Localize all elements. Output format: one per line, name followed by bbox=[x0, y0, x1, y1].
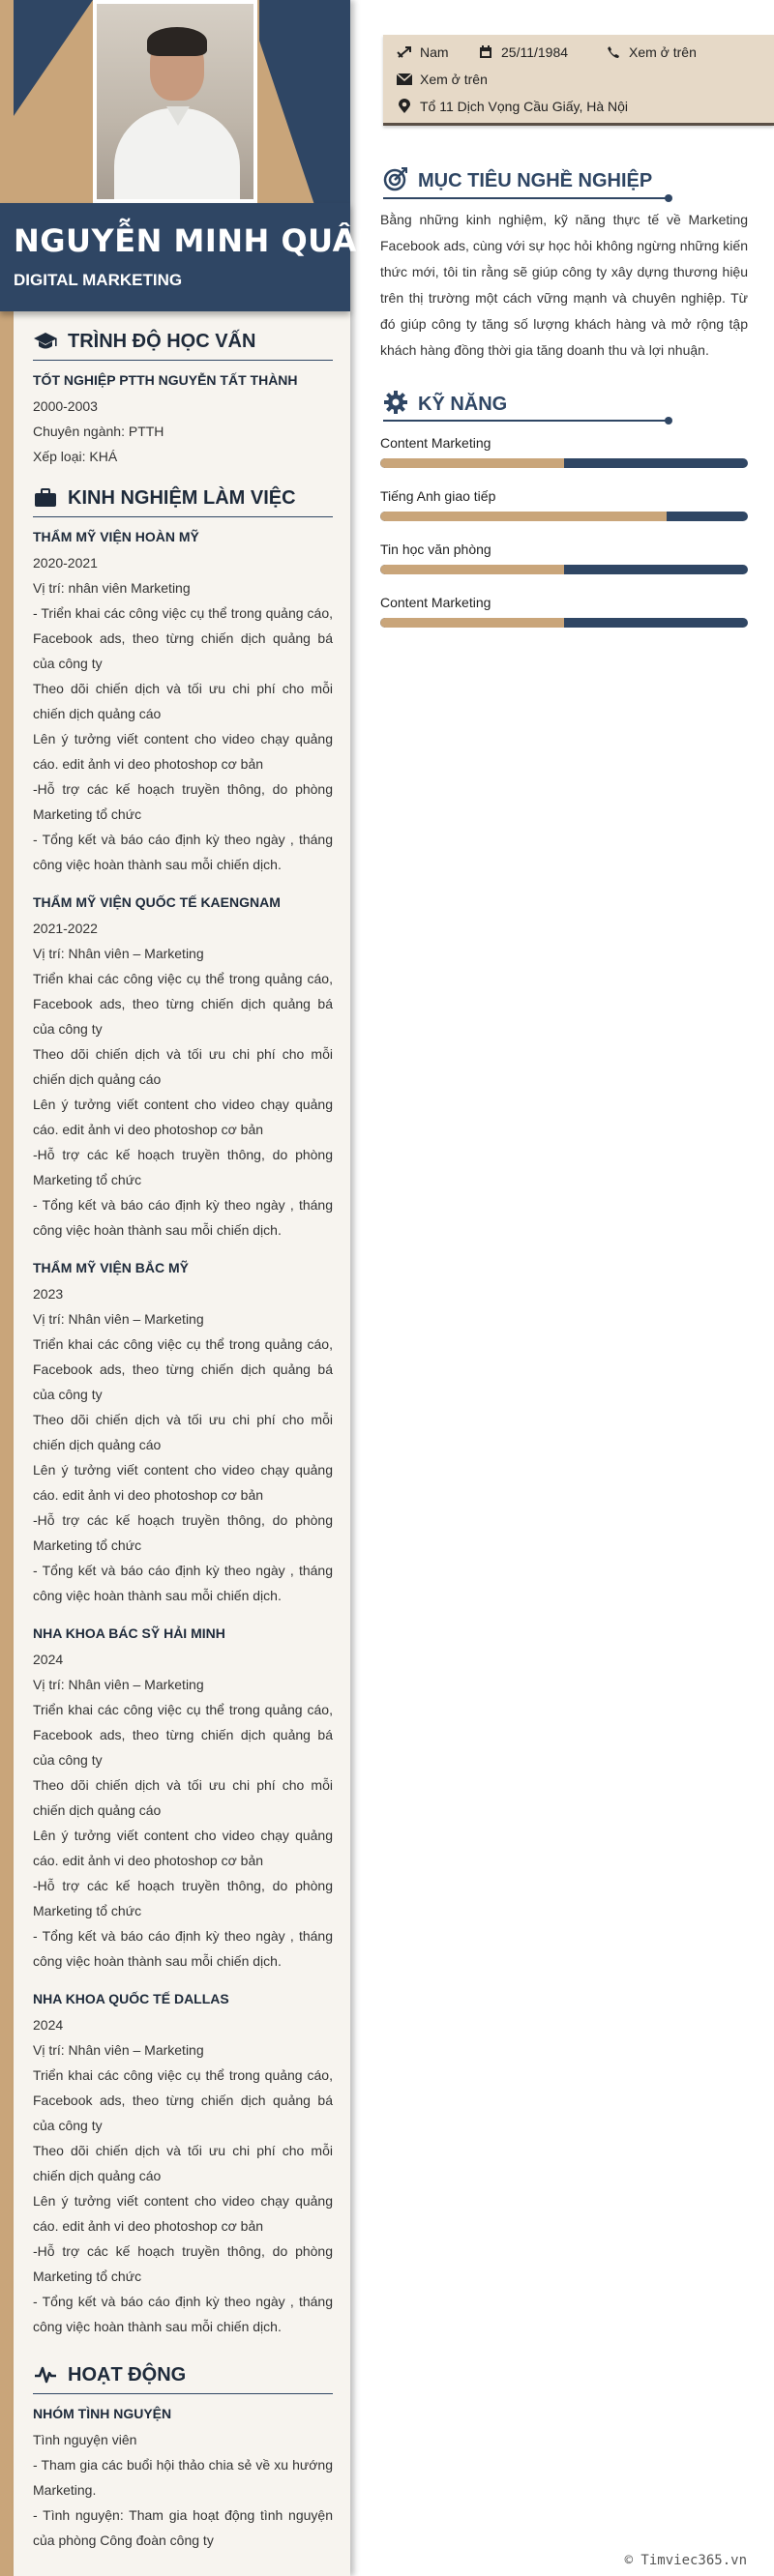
experience-line: Theo dõi chiến dịch và tối ưu chi phí cho mỗi chiến dịch quảng cáo bbox=[33, 681, 333, 721]
experience-line: -Hỗ trợ các kế hoạch truyền thông, do phòng Marketing tổ chức bbox=[33, 1878, 333, 1918]
experience-line: -Hỗ trợ các kế hoạch truyền thông, do phòng Marketing tổ chức bbox=[33, 1147, 333, 1187]
skills-divider bbox=[383, 420, 670, 422]
skill-bar-fill bbox=[380, 458, 564, 468]
skill-name: Tiếng Anh giao tiếp bbox=[380, 488, 496, 504]
experience-line: Triển khai các công việc cụ thể trong quảng cáo, Facebook ads, theo từng chiến dịch quảng bá của công ty bbox=[33, 1702, 333, 1768]
calendar-icon bbox=[478, 44, 493, 60]
experience-line: -Hỗ trợ các kế hoạch truyền thông, do phòng Marketing tổ chức bbox=[33, 1512, 333, 1553]
experience-line: Theo dõi chiến dịch và tối ưu chi phí cho mỗi chiến dịch quảng cáo bbox=[33, 2143, 333, 2183]
experience-line: 2021-2022 bbox=[33, 921, 98, 936]
job-title: DIGITAL MARKETING bbox=[14, 271, 183, 289]
experience-line: - Tổng kết và báo cáo định kỳ theo ngày , tháng công việc hoàn thành sau mỗi chiến dịch. bbox=[33, 1563, 333, 1603]
experience-heading: KINH NGHIỆM LÀM VIỆC bbox=[33, 485, 333, 517]
experience-section bbox=[33, 485, 333, 2356]
experience-line: Lên ý tưởng viết content cho video chạy quảng cáo. edit ảnh vi deo photoshop cơ bản bbox=[33, 731, 333, 772]
gear-icon bbox=[383, 390, 408, 420]
experience-line: Theo dõi chiến dịch và tối ưu chi phí cho mỗi chiến dịch quảng cáo bbox=[33, 1777, 333, 1818]
experience-line: Triển khai các công việc cụ thể trong quảng cáo, Facebook ads, theo từng chiến dịch quảng bá của công ty bbox=[33, 2067, 333, 2133]
gender-icon bbox=[397, 44, 412, 60]
contact-gender: Nam bbox=[397, 44, 449, 60]
experience-line: Triển khai các công việc cụ thể trong quảng cáo, Facebook ads, theo từng chiến dịch quảng bá của công ty bbox=[33, 1336, 333, 1402]
skill-bar bbox=[380, 565, 748, 574]
experience-line: Vị trí: Nhân viên – Marketing bbox=[33, 1677, 204, 1692]
experience-line: - Tổng kết và báo cáo định kỳ theo ngày , tháng công việc hoàn thành sau mỗi chiến dịch. bbox=[33, 832, 333, 872]
experience-line: -Hỗ trợ các kế hoạch truyền thông, do phòng Marketing tổ chức bbox=[33, 2243, 333, 2284]
skill-bar-fill bbox=[380, 618, 564, 628]
activity-line: - Tham gia các buổi hội thảo chia sẻ về xu hướng Marketing. bbox=[33, 2457, 333, 2498]
contact-email: Xem ở trên bbox=[397, 72, 488, 87]
experience-line: - Tổng kết và báo cáo định kỳ theo ngày , tháng công việc hoàn thành sau mỗi chiến dịch. bbox=[33, 2294, 333, 2334]
skill-bar bbox=[380, 512, 748, 521]
experience-entry bbox=[33, 894, 333, 1243]
experience-entry bbox=[33, 1260, 333, 1608]
experience-line: Vị trí: Nhân viên – Marketing bbox=[33, 2042, 204, 2058]
experience-line: - Triển khai các công việc cụ thể trong quảng cáo, Facebook ads, theo từng chiến dịch quảng bá của công ty bbox=[33, 605, 333, 671]
experience-line: -Hỗ trợ các kế hoạch truyền thông, do phòng Marketing tổ chức bbox=[33, 781, 333, 822]
contact-birthday: 25/11/1984 bbox=[478, 44, 568, 60]
skill-item bbox=[380, 542, 748, 574]
contact-address: Tổ 11 Dịch Vọng Cầu Giấy, Hà Nội bbox=[397, 99, 628, 114]
experience-line: Lên ý tưởng viết content cho video chạy quảng cáo. edit ảnh vi deo photoshop cơ bản bbox=[33, 1462, 333, 1503]
experience-entry bbox=[33, 1991, 333, 2339]
experience-line: - Tổng kết và báo cáo định kỳ theo ngày , tháng công việc hoàn thành sau mỗi chiến dịch. bbox=[33, 1197, 333, 1238]
education-grade: Xếp loại: KHÁ bbox=[33, 449, 118, 464]
experience-line: 2023 bbox=[33, 1286, 64, 1302]
experience-entry bbox=[33, 1625, 333, 1974]
activity-line: - Tình nguyện: Tham gia hoạt động tình nguyện của phòng Công đoàn công ty bbox=[33, 2507, 333, 2548]
objective-text: Bằng những kinh nghiệm, kỹ năng thực tế về Marketing Facebook ads, cùng với sự học hỏi không ngừng những kiến thức mới, tôi tin rằng sẽ giúp công ty xây dựng thương hiệu trên thị trường một cách vững mạnh và chuyên nghiệp. Từ đó giúp công ty tăng số lượng khách hàng và mở rộng tập khách hàng đồng thời gia tăng doanh thu và lợi nhuận. bbox=[380, 212, 748, 358]
skill-name: Tin học văn phòng bbox=[380, 542, 491, 557]
skill-bar-fill bbox=[380, 512, 667, 521]
pulse-icon bbox=[33, 2362, 58, 2387]
experience-entry bbox=[33, 529, 333, 877]
photo-corner-decoration-left bbox=[14, 0, 93, 116]
experience-line: Lên ý tưởng viết content cho video chạy quảng cáo. edit ảnh vi deo photoshop cơ bản bbox=[33, 2193, 333, 2234]
objective-heading: MỤC TIÊU NGHỀ NGHIỆP bbox=[383, 166, 652, 196]
experience-line: Vị trí: Nhân viên – Marketing bbox=[33, 1311, 204, 1327]
avatar bbox=[93, 0, 257, 203]
activity-line: Tình nguyện viên bbox=[33, 2432, 137, 2447]
map-pin-icon bbox=[397, 99, 412, 114]
experience-line: Lên ý tưởng viết content cho video chạy quảng cáo. edit ảnh vi deo photoshop cơ bản bbox=[33, 1097, 333, 1137]
experience-company: THẨM MỸ VIỆN BẮC MỸ bbox=[33, 1260, 189, 1275]
skill-bar-fill bbox=[380, 565, 564, 574]
education-major: Chuyên ngành: PTTH bbox=[33, 424, 164, 439]
experience-company: THẨM MỸ VIỆN QUỐC TẾ KAENGNAM bbox=[33, 894, 281, 910]
envelope-icon bbox=[397, 72, 412, 87]
target-icon bbox=[383, 166, 408, 196]
skill-bar bbox=[380, 458, 748, 468]
education-heading: TRÌNH ĐỘ HỌC VẤN bbox=[33, 329, 333, 361]
graduation-cap-icon bbox=[33, 329, 58, 354]
skill-item bbox=[380, 488, 748, 521]
skill-name: Content Marketing bbox=[380, 595, 491, 610]
candidate-name: NGUYỄN MINH QUÂN bbox=[14, 222, 384, 259]
briefcase-icon bbox=[33, 485, 58, 511]
education-years: 2000-2003 bbox=[33, 398, 98, 414]
experience-line: Vị trí: nhân viên Marketing bbox=[33, 580, 191, 596]
contact-phone: Xem ở trên bbox=[606, 44, 697, 60]
skill-bar bbox=[380, 618, 748, 628]
activities-section bbox=[33, 2362, 333, 2553]
experience-line: 2024 bbox=[33, 1652, 64, 1667]
education-school: TỐT NGHIỆP PTTH NGUYỄN TẤT THÀNH bbox=[33, 372, 298, 388]
skill-item bbox=[380, 595, 748, 628]
education-section bbox=[33, 329, 333, 469]
experience-line: 2020-2021 bbox=[33, 555, 98, 571]
experience-company: NHA KHOA BÁC SỸ HẢI MINH bbox=[33, 1625, 225, 1641]
experience-line: - Tổng kết và báo cáo định kỳ theo ngày , tháng công việc hoàn thành sau mỗi chiến dịch. bbox=[33, 1928, 333, 1969]
skill-item bbox=[380, 435, 748, 468]
experience-line: 2024 bbox=[33, 2017, 64, 2033]
experience-company: THẨM MỸ VIỆN HOÀN MỸ bbox=[33, 529, 199, 544]
experience-line: Vị trí: Nhân viên – Marketing bbox=[33, 946, 204, 961]
experience-line: Triển khai các công việc cụ thể trong quảng cáo, Facebook ads, theo từng chiến dịch quảng bá của công ty bbox=[33, 971, 333, 1037]
phone-icon bbox=[606, 44, 621, 60]
activities-heading: HOẠT ĐỘNG bbox=[33, 2362, 333, 2394]
experience-line: Theo dõi chiến dịch và tối ưu chi phí cho mỗi chiến dịch quảng cáo bbox=[33, 1412, 333, 1452]
experience-line: Lên ý tưởng viết content cho video chạy quảng cáo. edit ảnh vi deo photoshop cơ bản bbox=[33, 1828, 333, 1868]
skills-heading: KỸ NĂNG bbox=[383, 390, 507, 420]
footer-watermark: © Timviec365.vn bbox=[624, 2553, 747, 2568]
experience-line: Theo dõi chiến dịch và tối ưu chi phí cho mỗi chiến dịch quảng cáo bbox=[33, 1046, 333, 1087]
contact-box bbox=[383, 35, 774, 126]
experience-company: NHA KHOA QUỐC TẾ DALLAS bbox=[33, 1991, 229, 2006]
activity-group: NHÓM TÌNH NGUYỆN bbox=[33, 2406, 172, 2421]
skill-name: Content Marketing bbox=[380, 435, 491, 451]
objective-divider bbox=[383, 197, 670, 199]
